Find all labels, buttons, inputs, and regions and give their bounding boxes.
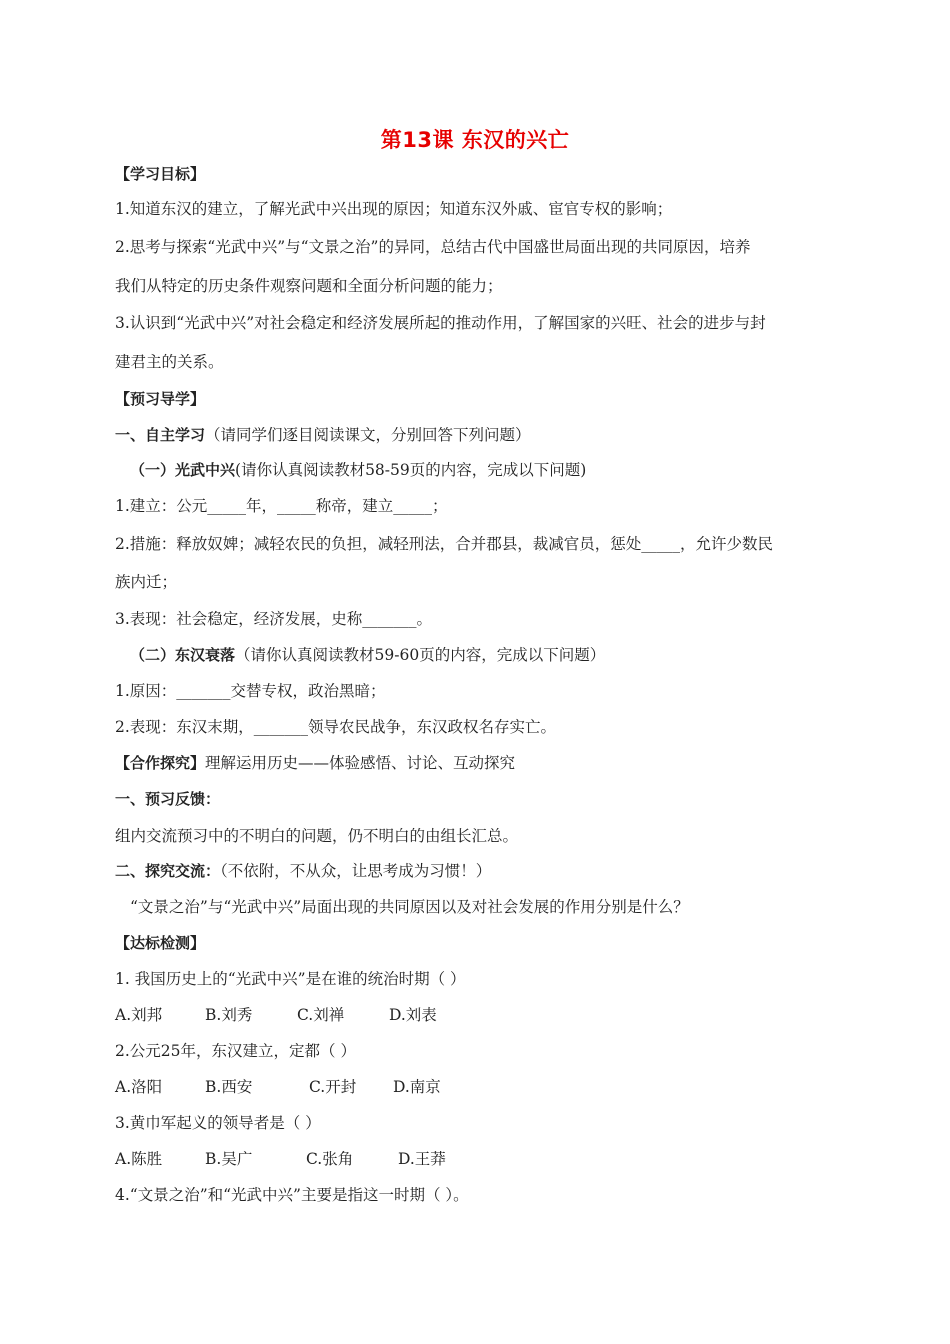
part1-note: (请你认真阅读教材58-59页的内容，完成以下问题) [235, 461, 587, 479]
self-study-note: （请同学们逐目阅读课文，分别回答下列问题） [205, 426, 531, 444]
option: B.刘秀 [205, 1006, 253, 1024]
option: D.刘表 [389, 1006, 437, 1024]
part1-item-2: 2.措施：释放奴婢；减轻农民的负担，减轻刑法，合并郡县，裁减官员，惩处_____，允许少数民 [115, 535, 774, 553]
goal-line-1: 1.知道东汉的建立，了解光武中兴出现的原因；知道东汉外戚、宦官专权的影响； [115, 200, 673, 218]
part2-note: （请你认真阅读教材59-60页的内容，完成以下问题） [235, 646, 606, 664]
coop-heading: 【合作探究】 [115, 754, 206, 772]
part1-item-3: 族内迁； [115, 573, 178, 591]
options-2 [115, 1077, 441, 1097]
explore-question: “文景之治”与“光武中兴”局面出现的共同原因以及对社会发展的作用分别是什么？ [130, 898, 689, 916]
preview-heading: 【预习导学】 [115, 390, 206, 408]
question-3: 3.黄巾军起义的领导者是（ ） [115, 1114, 321, 1132]
part1-item-1: 1.建立：公元_____年，_____称帝，建立_____； [115, 497, 448, 515]
explore-note: （不依附，不从众，让思考成为习惯！） [220, 862, 492, 880]
coop-line [115, 753, 515, 773]
option: A.洛阳 [115, 1078, 163, 1096]
part2-item-2: 2.表现：东汉末期，_______领导农民战争，东汉政权名存实亡。 [115, 718, 557, 736]
lesson-title: 第13课 东汉的兴亡 [380, 128, 570, 152]
coop-heading-note: 理解运用历史——体验感悟、讨论、互动探究 [205, 754, 516, 772]
test-heading: 【达标检测】 [115, 934, 206, 952]
option: B.西安 [205, 1078, 253, 1096]
goal-line-5: 建君主的关系。 [115, 353, 224, 371]
option: A.刘邦 [115, 1006, 163, 1024]
part1-title: （一）光武中兴 [130, 461, 236, 479]
options-1 [115, 1005, 437, 1025]
option: B.吴广 [205, 1150, 253, 1168]
feedback-text: 组内交流预习中的不明白的问题，仍不明白的由组长汇总。 [115, 827, 519, 845]
goals-heading: 【学习目标】 [115, 165, 206, 183]
question-2: 2.公元25年，东汉建立，定都（ ） [115, 1042, 356, 1060]
part2-line [130, 645, 605, 665]
self-study-line [115, 425, 531, 445]
option: C.张角 [306, 1150, 354, 1168]
option: D.南京 [393, 1078, 441, 1096]
self-study-title: 一、自主学习 [115, 426, 206, 444]
option: A.陈胜 [115, 1150, 163, 1168]
options-3 [115, 1149, 446, 1169]
feedback-title: 一、预习反馈： [115, 790, 221, 808]
part2-title: （二）东汉衰落 [130, 646, 236, 664]
option: C.开封 [309, 1078, 357, 1096]
part1-line [130, 460, 586, 480]
part2-item-1: 1.原因：_______交替专权，政治黑暗； [115, 682, 386, 700]
explore-title: 二、探究交流： [115, 862, 221, 880]
question-1: 1. 我国历史上的“光武中兴”是在谁的统治时期（ ） [115, 970, 466, 988]
goal-line-2: 2.思考与探索“光武中兴”与“文景之治”的异同，总结古代中国盛世局面出现的共同原因，培养 [115, 238, 751, 256]
goal-line-3: 我们从特定的历史条件观察问题和全面分析问题的能力； [115, 277, 503, 295]
goal-line-4: 3.认识到“光武中兴”对社会稳定和经济发展所起的推动作用，了解国家的兴旺、社会的进步与封 [115, 314, 766, 332]
explore-line [115, 861, 491, 881]
option: D.王莽 [398, 1150, 446, 1168]
part1-item-4: 3.表现：社会稳定，经济发展，史称_______。 [115, 610, 433, 628]
question-4: 4.“文景之治”和“光武中兴”主要是指这一时期（ ）。 [115, 1186, 469, 1204]
option: C.刘禅 [297, 1006, 345, 1024]
